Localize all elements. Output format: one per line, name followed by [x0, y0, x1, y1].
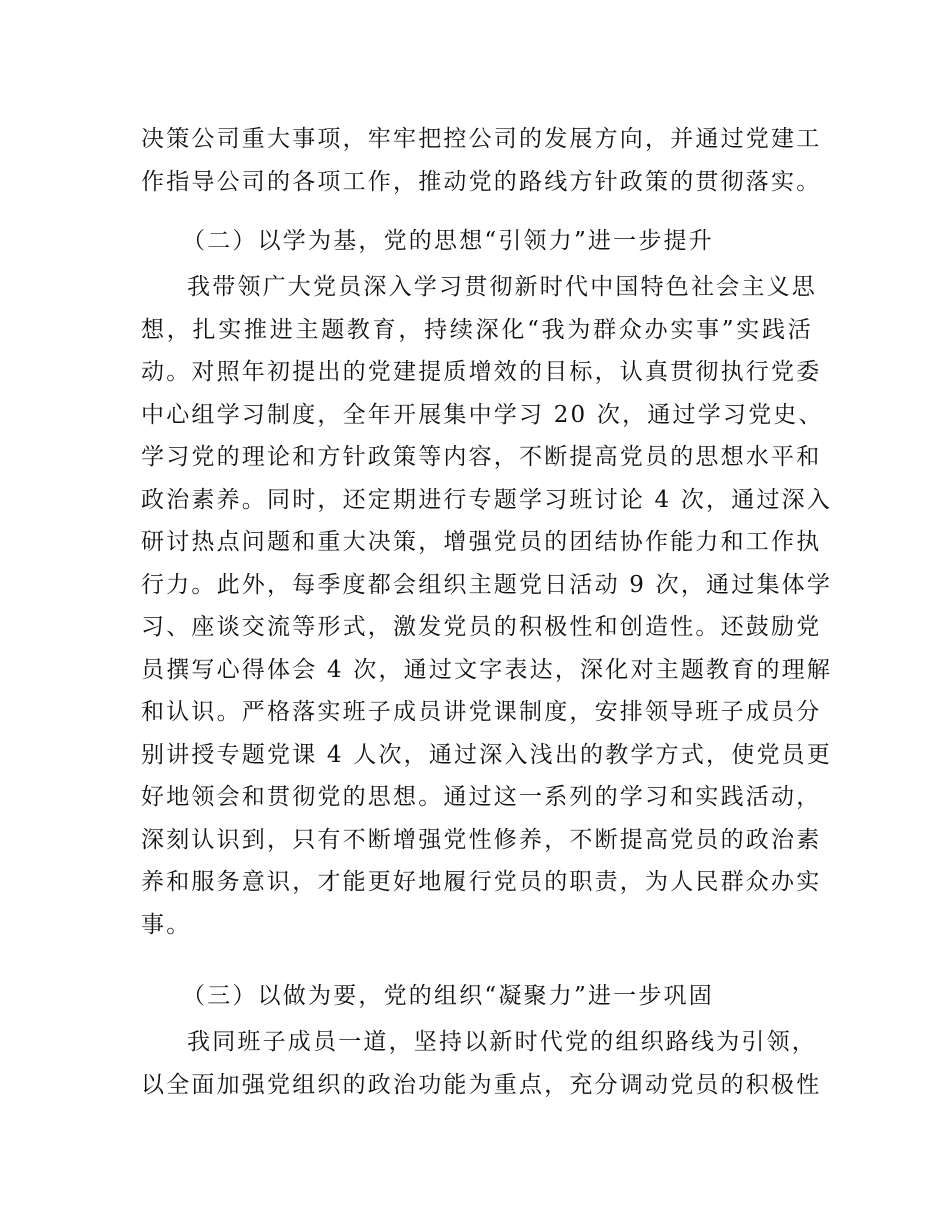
paragraph-line: 员撰写心得体会 4 次，通过文字表达，深化对主题教育的理解 [141, 656, 833, 683]
paragraph-line: 决策公司重大事项，牢牢把控公司的发展方向，并通过党建工 [141, 126, 822, 152]
paragraph-line: 作指导公司的各项工作，推动党的路线方针政策的贯彻落实。 [141, 168, 822, 195]
paragraph-line: 政治素养。同时，还定期进行专题学习班讨论 4 次，通过深入 [141, 486, 833, 513]
paragraph-1 [141, 118, 822, 203]
paragraph-line: 以全面加强党组织的政治功能为重点，充分调动党员的积极性 [141, 1071, 822, 1098]
paragraph-line: 养和服务意识，才能更好地履行党员的职责，为人民群众办实 [141, 869, 822, 895]
paragraph-line: 学习党的理论和方针政策等内容，不断提高党员的思想水平和 [141, 444, 822, 470]
section-heading-2: （二）以学为基，党的思想“引领力”进一步提升 [182, 228, 714, 254]
paragraph-2 [141, 266, 833, 946]
paragraph-line: 别讲授专题党课 4 人次，通过深入浅出的教学方式，使党员更 [141, 741, 833, 768]
paragraph-line: 行力。此外，每季度都会组织主题党日活动 9 次，通过集体学 [141, 571, 833, 598]
paragraph-line: 动。对照年初提出的党建提质增效的目标，认真贯彻执行党委 [141, 359, 822, 385]
section-heading-3: （三）以做为要，党的组织“凝聚力”进一步巩固 [182, 983, 714, 1009]
paragraph-line: 研讨热点问题和重大决策，增强党员的团结协作能力和工作执 [141, 529, 822, 555]
paragraph-line: 事。 [141, 911, 192, 938]
paragraph-line: 和认识。严格落实班子成员讲党课制度，安排领导班子成员分 [141, 699, 822, 725]
paragraph-3 [141, 1021, 822, 1106]
paragraph-line: 想，扎实推进主题教育，持续深化“我为群众办实事”实践活 [141, 316, 813, 343]
paragraph-line: 中心组学习制度，全年开展集中学习 20 次，通过学习党史、 [141, 401, 824, 428]
paragraph-line: 我带领广大党员深入学习贯彻新时代中国特色社会主义思 [187, 274, 817, 300]
paragraph-line: 深刻认识到，只有不断增强党性修养，不断提高党员的政治素 [141, 826, 822, 853]
paragraph-line: 习、座谈交流等形式，激发党员的积极性和创造性。还鼓励党 [141, 614, 822, 640]
paragraph-line: 我同班子成员一道，坚持以新时代党的组织路线为引领， [187, 1029, 817, 1055]
paragraph-line: 好地领会和贯彻党的思想。通过这一系列的学习和实践活动， [141, 784, 822, 810]
